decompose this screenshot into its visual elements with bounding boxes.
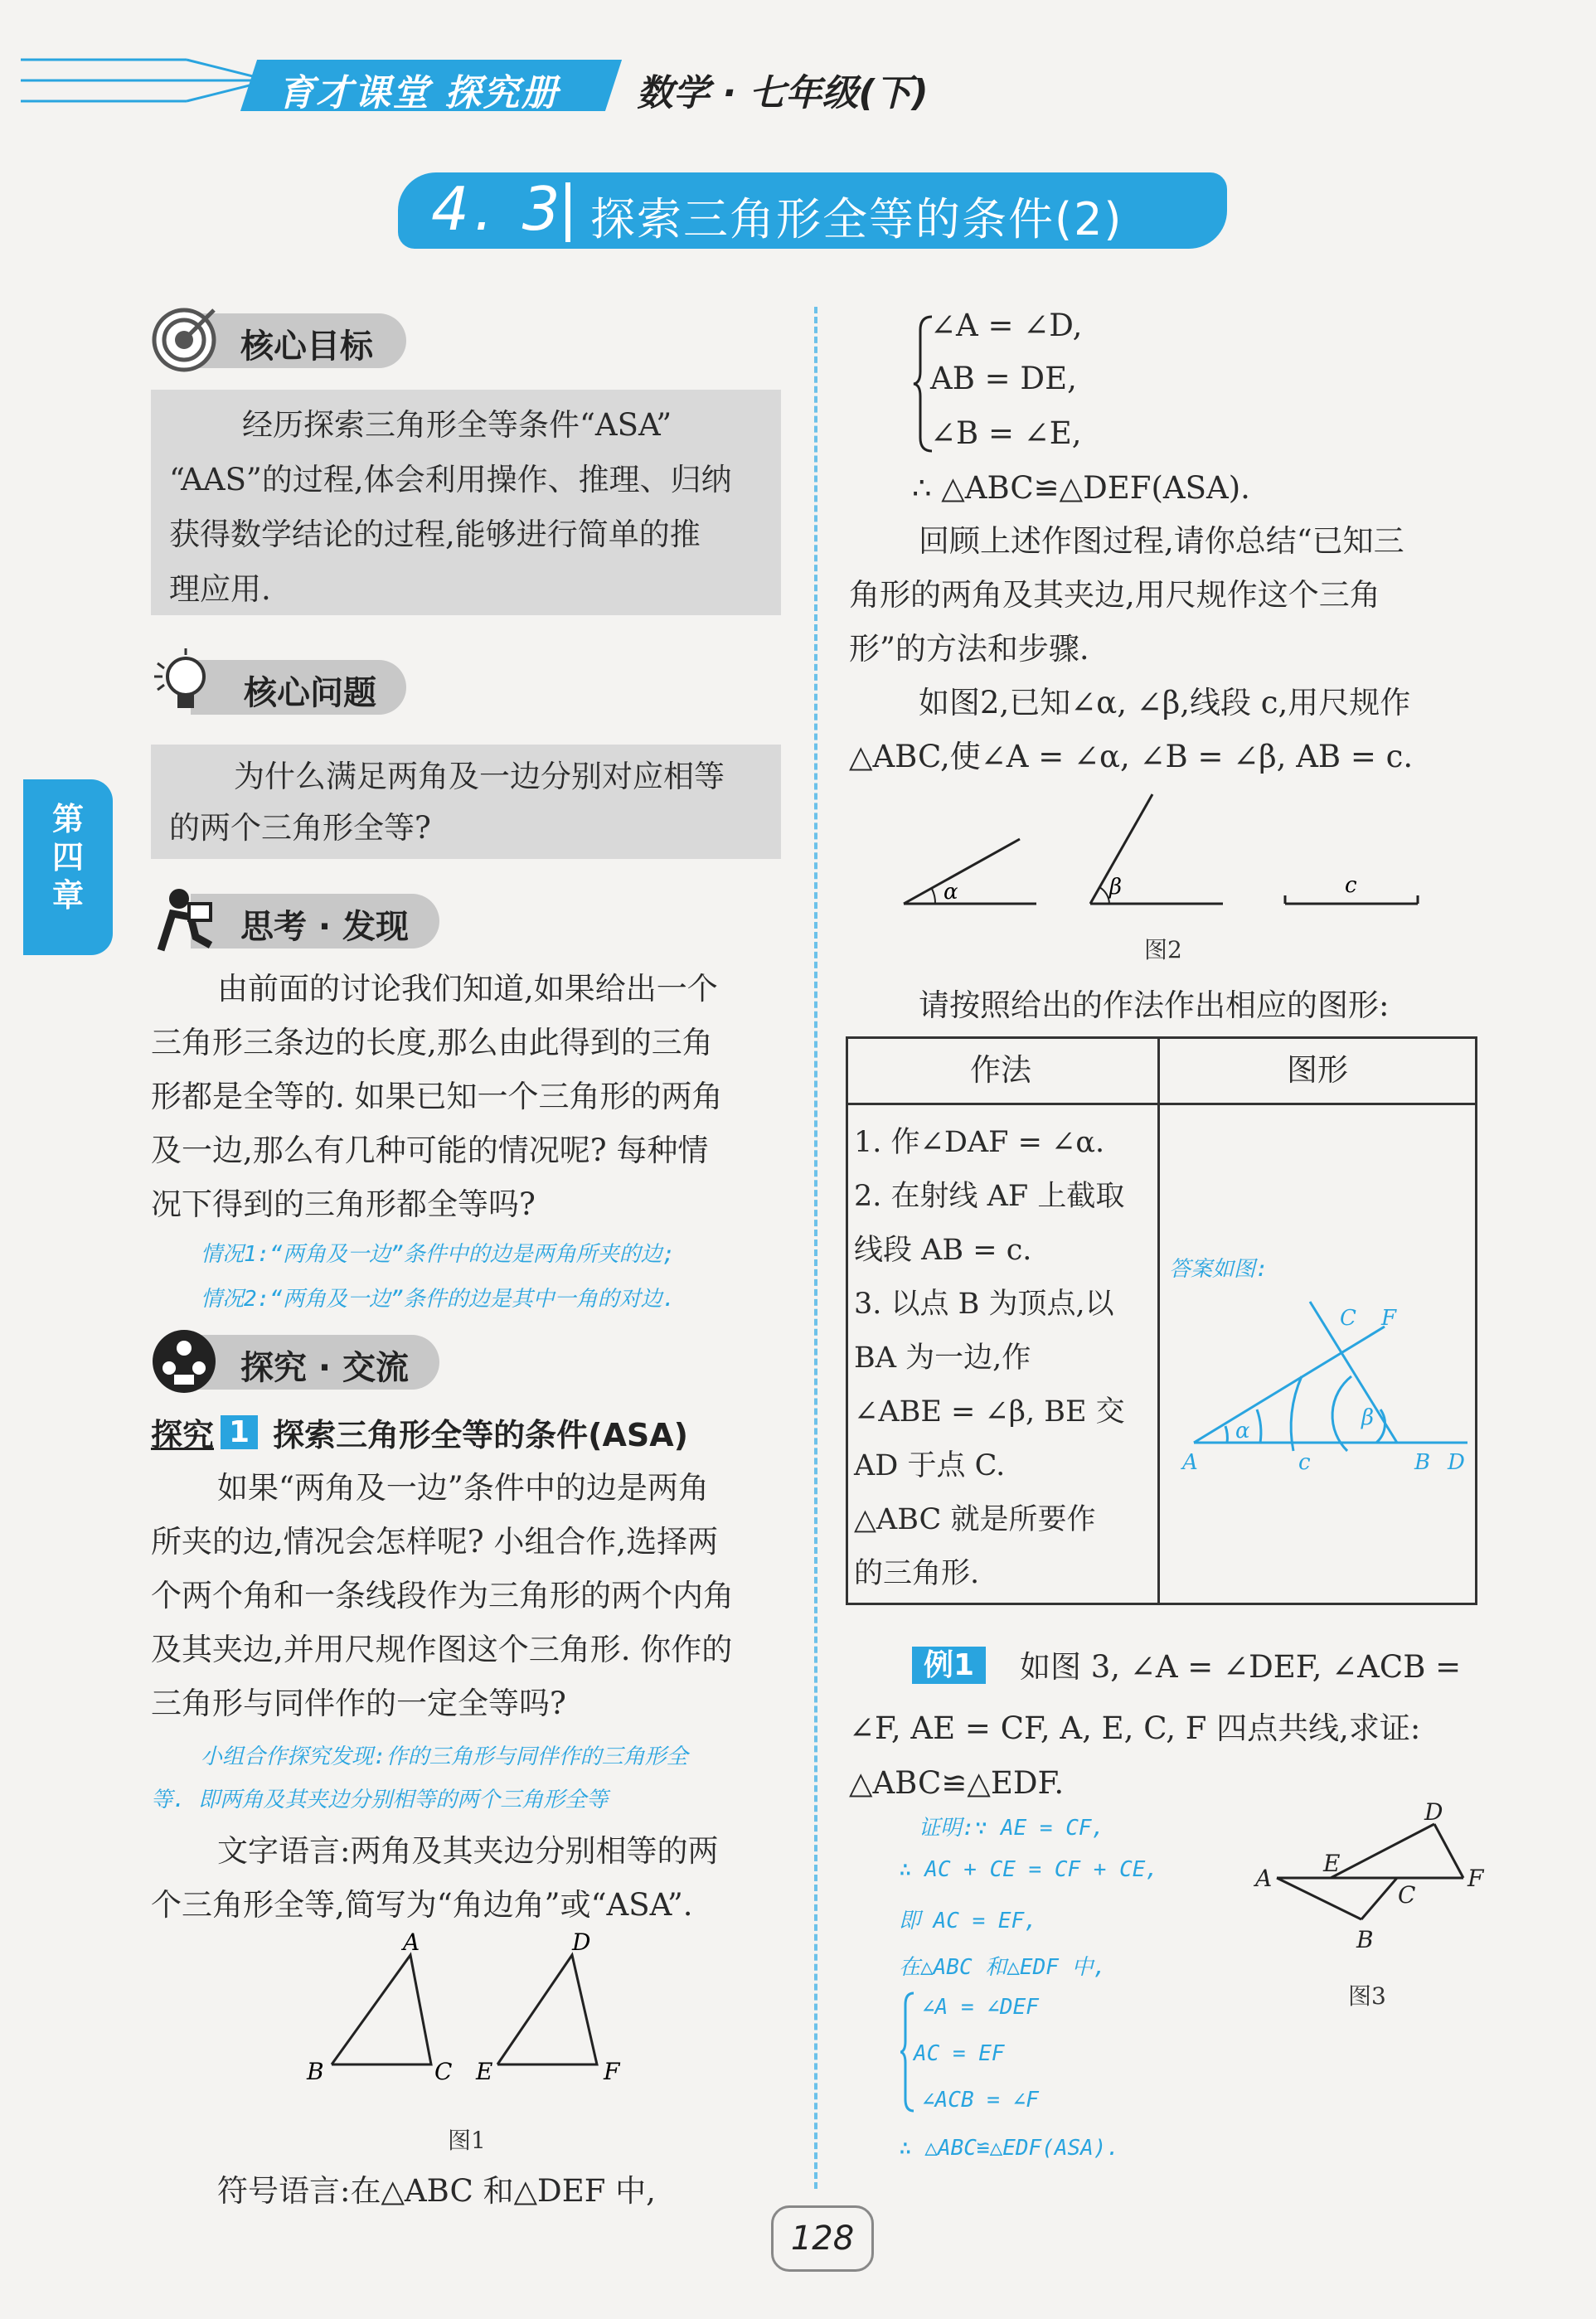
congruence-conclusion: ∴ △ABC≌△DEF(ASA). <box>912 470 1250 506</box>
answer-fig-A: A <box>1182 1450 1198 1475</box>
text-language-line-2: 个三角形全等,简写为“角边角”或“ASA”. <box>151 1887 693 1923</box>
header-decor-lines <box>21 51 269 109</box>
explore-sub-title: 探索三角形全等的条件(ASA) <box>273 1417 689 1453</box>
think-line-1: 由前面的讨论我们知道,如果给出一个 <box>217 971 718 1007</box>
fig1-label-B: B <box>307 2058 324 2085</box>
proof-line-7: ∠ACB = ∠F <box>922 2088 1039 2113</box>
explore-answer-1: 小组合作探究发现:作的三角形与同伴作的三角形全 <box>201 1744 688 1769</box>
section-separator <box>565 182 570 242</box>
think-answer-2: 情况2:“两角及一边”条件的边是其中一角的对边. <box>201 1287 676 1312</box>
answer-construction-figure <box>1177 1285 1476 1484</box>
table-step-2a: 2. 在射线 AF 上截取 <box>854 1180 1125 1213</box>
answer-fig-B: B <box>1414 1450 1431 1475</box>
fig3-label-D: D <box>1424 1798 1443 1826</box>
proof-line-6: AC = EF <box>914 2041 1005 2066</box>
fig3-label-F: F <box>1467 1865 1484 1892</box>
fig3-label-B: B <box>1356 1926 1374 1953</box>
fig1-label-E: E <box>476 2058 493 2085</box>
proof-line-8: ∴ △ABC≌△EDF(ASA). <box>899 2136 1120 2161</box>
explore-line-4: 及其夹边,并用尺规作图这个三角形. 你作的 <box>151 1632 733 1667</box>
header-series: 育才课堂 探究册 <box>278 72 560 114</box>
brace-line-2: AB = DE, <box>930 361 1077 396</box>
core-question-line-1: 为什么满足两角及一边分别对应相等 <box>234 759 725 794</box>
think-line-4: 及一边,那么有几种可能的情况呢? 每种情 <box>151 1133 709 1168</box>
brace-line-1: ∠A = ∠D, <box>930 308 1083 343</box>
think-line-5: 况下得到的三角形都全等吗? <box>151 1186 536 1222</box>
table-header-method: 作法 <box>970 1052 1031 1088</box>
table-col-divider <box>1157 1036 1160 1605</box>
explore-subheading <box>151 1409 688 1455</box>
table-header-divider <box>846 1103 1477 1105</box>
table-step-1: 1. 作∠DAF = ∠α. <box>854 1126 1105 1159</box>
proof-line-2: ∴ AC + CE = CF + CE, <box>899 1857 1159 1882</box>
header-subject: 数学 · 七年级(下) <box>637 72 929 114</box>
proof-line-3: 即 AC = EF, <box>899 1909 1037 1933</box>
review-line-3: 形”的方法和步骤. <box>849 631 1089 667</box>
think-heading: 思考 · 发现 <box>240 908 410 946</box>
fig1-label-D: D <box>572 1932 591 1956</box>
figure-2-caption: 图2 <box>1144 936 1182 963</box>
brace-line-3: ∠B = ∠E, <box>930 415 1082 451</box>
chapter-tab-label: 第四章 <box>51 801 84 914</box>
review-line-2: 角形的两角及其夹边,用尺规作这个三角 <box>849 577 1380 613</box>
fig3-label-C: C <box>1398 1881 1416 1909</box>
think-line-2: 三角形三条边的长度,那么由此得到的三角 <box>151 1025 713 1060</box>
explore-line-3: 个两个角和一条线段作为三角形的两个内角 <box>151 1578 734 1613</box>
core-goal-heading: 核心目标 <box>240 327 373 366</box>
answer-fig-alpha: α <box>1235 1419 1250 1443</box>
column-divider <box>814 307 817 2189</box>
table-step-3d: AD 于点 C. <box>854 1449 1006 1482</box>
figure-1-triangles <box>298 1932 647 2098</box>
explore-answer-2: 等. 即两角及其夹边分别相等的两个三角形全等 <box>151 1788 609 1812</box>
figure-3-caption: 图3 <box>1348 1982 1386 2010</box>
fig3-label-A: A <box>1255 1865 1273 1892</box>
explore-line-5: 三角形与同伴作的一定全等吗? <box>151 1686 566 1721</box>
table-step-3b: BA 为一边,作 <box>854 1341 1031 1375</box>
core-question-line-2: 的两个三角形全等? <box>169 810 431 846</box>
section-title: 探索三角形全等的条件(2) <box>590 193 1123 245</box>
reading-person-icon <box>149 885 219 955</box>
text-language-line-1: 文字语言:两角及其夹边分别相等的两 <box>217 1833 719 1869</box>
core-question-heading: 核心问题 <box>244 674 376 712</box>
fig3-label-E: E <box>1323 1850 1341 1877</box>
section-number: 4. 3 <box>431 174 565 244</box>
review-line-1: 回顾上述作图过程,请你总结“已知三 <box>919 523 1404 559</box>
explore-line-1: 如果“两角及一边”条件中的边是两角 <box>217 1470 709 1506</box>
answer-fig-c: c <box>1298 1450 1311 1475</box>
fig1-label-F: F <box>604 2058 620 2085</box>
fig1-label-A: A <box>403 1932 420 1956</box>
fig2-intro-line-1: 如图2,已知∠α, ∠β,线段 c,用尺规作 <box>919 685 1411 720</box>
table-step-3a: 3. 以点 B 为顶点,以 <box>854 1288 1114 1321</box>
symbol-language: 符号语言:在△ABC 和△DEF 中, <box>217 2173 656 2209</box>
example-1-badge: 例1 <box>912 1647 986 1684</box>
example-line-1: 如图 3, ∠A = ∠DEF, ∠ACB = <box>1020 1649 1462 1685</box>
table-step-4a: △ABC 就是所要作 <box>854 1503 1096 1536</box>
example-1-badge-wrap <box>912 1642 986 1684</box>
lightbulb-icon <box>149 647 219 716</box>
people-discussion-icon <box>149 1327 219 1396</box>
think-answer-1: 情况1:“两角及一边”条件中的边是两角所夹的边; <box>201 1242 676 1267</box>
explore-line-2: 所夹的边,情况会怎样呢? 小组合作,选择两 <box>151 1524 719 1560</box>
figure-3 <box>1252 1795 1501 1969</box>
table-answer-label: 答案如图: <box>1169 1257 1269 1282</box>
answer-fig-D: D <box>1448 1450 1465 1475</box>
fig2-beta: β <box>1109 875 1123 900</box>
figure-2-givens <box>895 788 1443 920</box>
table-header-figure: 图形 <box>1287 1052 1348 1088</box>
core-goal-line-4: 理应用. <box>169 571 271 607</box>
explore-sub-label: 探究 <box>151 1417 215 1453</box>
figure-1-caption: 图1 <box>448 2127 486 2154</box>
fig2-alpha: α <box>944 880 958 905</box>
answer-fig-C: C <box>1340 1306 1356 1331</box>
think-line-3: 形都是全等的. 如果已知一个三角形的两角 <box>151 1079 723 1114</box>
explore-sub-num: 1 <box>221 1415 258 1449</box>
example-line-3: △ABC≌△EDF. <box>849 1765 1065 1801</box>
page-number: 128 <box>771 2205 874 2272</box>
core-goal-line-3: 获得数学结论的过程,能够进行简单的推 <box>169 517 701 552</box>
fig2-intro-line-2: △ABC,使∠A = ∠α, ∠B = ∠β, AB = c. <box>849 739 1414 774</box>
explore-heading: 探究 · 交流 <box>240 1349 410 1387</box>
target-icon <box>149 305 219 375</box>
proof-line-5: ∠A = ∠DEF <box>922 1995 1039 2020</box>
core-goal-line-1: 经历探索三角形全等条件“ASA” <box>242 407 672 443</box>
table-intro: 请按照给出的作法作出相应的图形: <box>919 987 1390 1023</box>
proof-line-4: 在△ABC 和△EDF 中, <box>899 1955 1107 1980</box>
fig2-c: c <box>1345 873 1357 898</box>
table-step-4b: 的三角形. <box>854 1557 980 1590</box>
answer-fig-F: F <box>1381 1306 1397 1331</box>
example-line-2: ∠F, AE = CF, A, E, C, F 四点共线,求证: <box>849 1710 1421 1746</box>
table-step-2b: 线段 AB = c. <box>854 1234 1032 1267</box>
answer-fig-beta: β <box>1361 1405 1375 1430</box>
table-step-3c: ∠ABE = ∠β, BE 交 <box>854 1395 1125 1429</box>
core-goal-line-2: “AAS”的过程,体会利用操作、推理、归纳 <box>169 462 732 497</box>
fig1-label-C: C <box>434 2058 453 2085</box>
proof-line-1: 证明:∵ AE = CF, <box>919 1816 1105 1841</box>
